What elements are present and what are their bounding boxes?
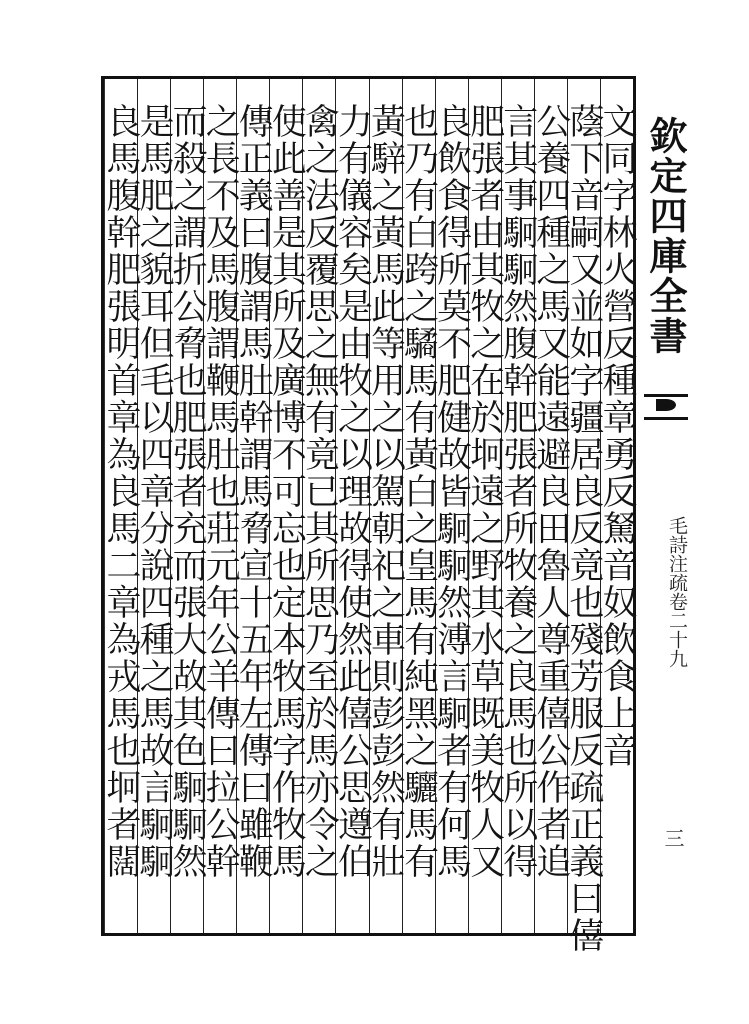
text-column: 禽之法反覆思之無有竟已其所思乃至於馬亦令之 [299, 103, 340, 880]
text-column: 而殺之謂折公脅也肥張者充而張大故其色駉駉然 [167, 103, 208, 880]
text-column: 公養四種之馬又能遠避良田魯人尊重僖公作者追 [530, 103, 571, 880]
text-column: 也乃有白跨之驈馬有黃白之皇馬有純黑之驪馬有 [398, 103, 439, 880]
text-column: 之長不及馬腹謂鞭馬肚也莊元年公羊傳曰拉公幹 [200, 103, 241, 880]
text-column: 蔭下音嗣又並如字疆居良反竟也殘芳服反疏正義曰僖 [563, 103, 604, 954]
text-column: 良飲食得所莫不肥健故皆駉駉然溥言駉者有何馬 [431, 103, 472, 880]
book-title: 欽定四庫全書 [643, 116, 688, 356]
text-column: 良馬腹幹肥張明首章為良馬二章為戎馬也坰者闊 [101, 103, 142, 880]
text-column: 言其事駉駉然腹幹肥張者所牧養之良馬也所以得 [497, 103, 538, 880]
page-number: 三 [661, 828, 685, 848]
text-column: 使此善是其所及廣博不可忘也定本牧馬字作牧馬 [266, 103, 307, 880]
fish-tail-mark [644, 394, 688, 420]
text-column: 是馬肥之貌耳但毛以四章分說四種之馬故言駉駉 [134, 103, 175, 880]
text-column: 肥張者由其牧之在於坰遠之野其水草既美牧人又 [464, 103, 505, 880]
text-column: 傳正義曰腹謂馬肚幹謂馬脅宣十五年左傳曰雖鞭 [233, 103, 274, 880]
text-column: 力有儀容矣是由牧之以理故得使然此僖公思遵伯 [332, 103, 373, 880]
margin-column [636, 76, 696, 936]
text-column: 黃騂之黃馬此等用之以駕朝祀之車則彭彭然有壯 [365, 103, 406, 880]
volume-label: 毛詩注疏卷二十九 [666, 516, 688, 668]
text-column: 文同字林火營反種章勇反駑音奴飲食上音 [596, 103, 637, 769]
fish-tail-icon [656, 399, 676, 411]
text-frame [101, 76, 637, 954]
